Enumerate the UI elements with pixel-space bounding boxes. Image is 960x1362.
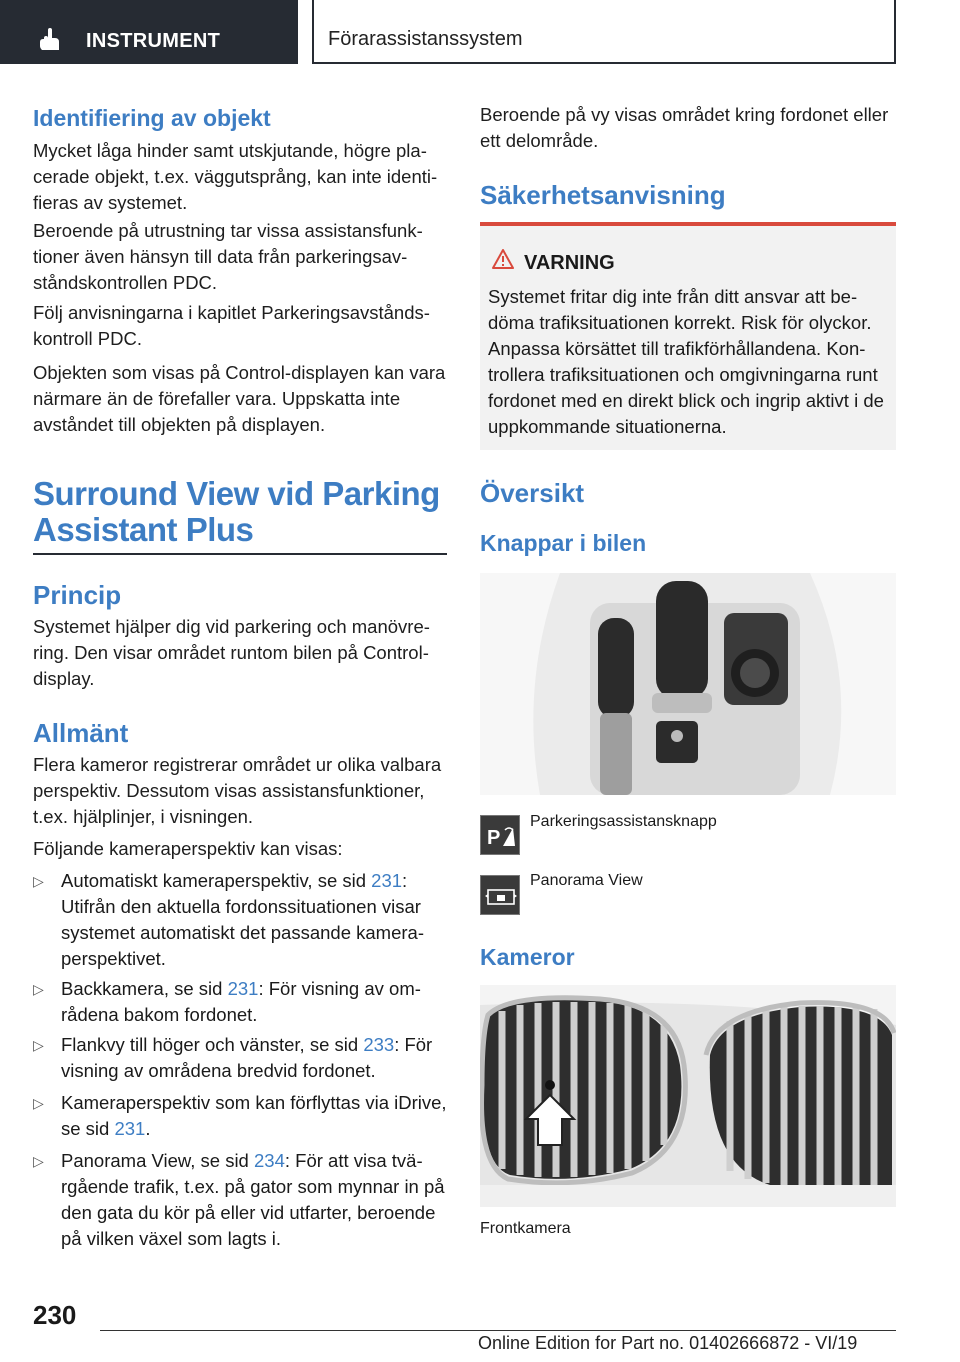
- paragraph-identifiering-3: Följ anvisningarna i kapitlet Parkeringsavståndskontroll PDC.: [33, 302, 430, 349]
- page-number: 230: [33, 1300, 77, 1330]
- bullet-glyph: ▷: [33, 1037, 44, 1053]
- bullet-glyph: ▷: [33, 981, 44, 997]
- paragraph-identifiering-2: Beroende på utrustning tar vissa assistansfunktioner även hänsyn till data från parkeringsavståndskontrollen PDC.: [33, 220, 423, 293]
- console-illustration: [480, 573, 896, 795]
- header-title: Förarassistanssystem: [328, 28, 523, 50]
- header-title-box: [312, 0, 896, 64]
- footer-edition: Online Edition for Part no. 01402666872 - VI/19: [478, 1333, 858, 1353]
- page-link[interactable]: 231: [227, 978, 259, 999]
- paragraph-allmant: Flera kameror registrerar området ur olika valbara perspektiv. Dessutom visas assistansfunktioner, t.ex. hjälplinjer, i visningen.: [33, 754, 442, 827]
- title-divider: [33, 553, 447, 555]
- heading-princip: Princip: [33, 580, 122, 610]
- heading-oversikt: Översikt: [480, 478, 585, 508]
- heading-sakerhet: Säkerhetsanvisning: [480, 180, 726, 210]
- paragraph-vy: Beroende på vy visas området kring fordonet eller ett delområde.: [480, 104, 889, 151]
- parking-assist-label: Parkeringsassistansknapp: [530, 813, 717, 830]
- heading-allmant: Allmänt: [33, 718, 129, 748]
- panorama-view-label: Panorama View: [530, 872, 643, 889]
- footer-divider: [100, 1330, 896, 1331]
- front-camera-photo: [480, 985, 896, 1207]
- page-link[interactable]: 231: [371, 870, 403, 891]
- panorama-view-button-icon: [480, 875, 520, 915]
- paragraph-princip: Systemet hjälper dig vid parkering och manövrering. Den visar området runtom bilen på Control-display.: [33, 616, 430, 689]
- page-link[interactable]: 231: [114, 1118, 146, 1139]
- bullet-glyph: ▷: [33, 873, 44, 889]
- bullet-glyph: ▷: [33, 1095, 44, 1111]
- warning-title: VARNING: [524, 252, 615, 274]
- warning-text: Systemet fritar dig inte från ditt ansvar att bedöma trafiksituationen korrekt. Risk för olyckor. Anpassa körsättet till trafikförhållandena. Kontrollera trafiksituationen och omgivningarna runt fordonet med en direkt blick och ingrip aktivt i de uppkommande situationerna.: [488, 286, 884, 437]
- heading-knappar: Knappar i bilen: [480, 530, 647, 556]
- warning-box: [480, 222, 896, 450]
- hand-pointer-icon: [36, 26, 62, 52]
- perspective-list: ▷ Automatiskt kameraperspektiv, se sid 231: Utifrån den aktuella fordonssituationen visar systemet automatiskt det passande kameraperspektivet. ▷ Backkamera, se sid 231: För visning av områdena bakom fordonet. ▷ Flankvy till höger och vänster, se sid 233: För visning av områdena bredvid fordonet. ▷ Kameraperspektiv som kan förflyttas via iDrive, se sid 231. ▷ Panorama View, se sid 234: För att visa tvärgående trafik, t.ex. på gator som mynnar in på den gata du kör på eller vid utfarter, beroende på vilken växel som lagts i.: [33, 870, 447, 1249]
- heading-identifiering: Identifiering av objekt: [33, 105, 271, 131]
- paragraph-identifiering-4: Objekten som visas på Control-displayen kan vara närmare än de förefaller vara. Uppskatta inte avståndet till objekten på displayen.: [33, 362, 446, 435]
- svg-text:P: P: [487, 827, 501, 849]
- console-buttons-photo: [480, 573, 896, 795]
- grille-illustration: [480, 985, 896, 1207]
- main-title-line-2: Assistant Plus: [33, 511, 254, 548]
- parking-assist-button-icon: [480, 815, 520, 855]
- main-title-line-1: Surround View vid Parking: [33, 475, 440, 512]
- header-section-label: INSTRUMENT: [86, 30, 221, 52]
- warning-triangle-icon: [492, 248, 514, 270]
- header-section-tab: [0, 0, 298, 64]
- paragraph-identifiering-1: Mycket låga hinder samt utskjutande, högre placerade objekt, t.ex. väggutsprång, kan inte identifieras av systemet.: [33, 140, 438, 213]
- page-link[interactable]: 234: [254, 1150, 285, 1171]
- paragraph-foljande: Följande kameraperspektiv kan visas:: [33, 838, 343, 859]
- page-link[interactable]: 233: [363, 1034, 395, 1055]
- heading-kameror: Kameror: [480, 944, 575, 970]
- frontkamera-caption: Frontkamera: [480, 1220, 571, 1237]
- bullet-glyph: ▷: [33, 1153, 44, 1169]
